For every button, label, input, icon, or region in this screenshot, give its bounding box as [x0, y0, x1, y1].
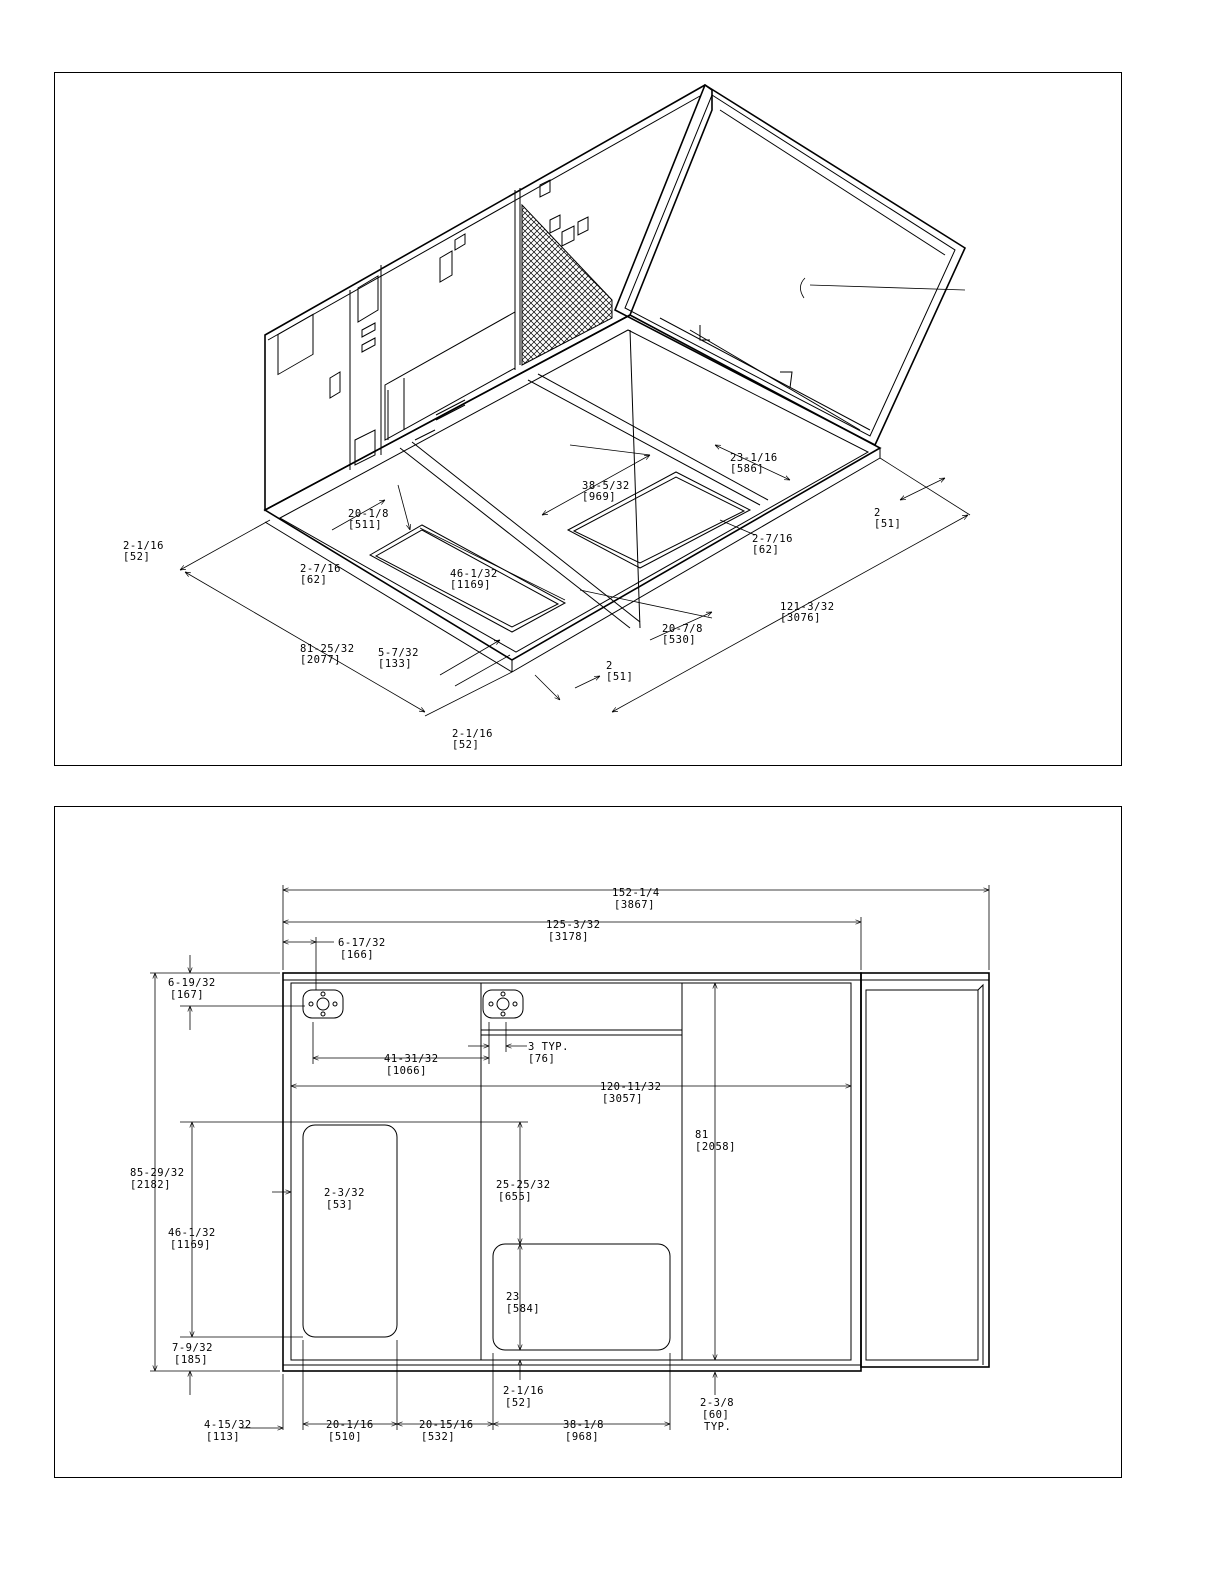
iso-dim-label: 20-7/8 [530] [662, 623, 703, 646]
iso-dim-label: 2-7/16 [62] [300, 563, 341, 586]
plan-dim-label: 38-1/8 [968] [563, 1419, 604, 1443]
plan-dim-label: 2-3/32 [53] [324, 1187, 365, 1211]
iso-dim-label: 20-1/8 [511] [348, 508, 389, 531]
plan-dim-label: 152-1/4 [3867] [612, 887, 660, 911]
plan-dim-label: 2-3/8 [60] TYP. [700, 1397, 735, 1433]
iso-dim-label: 121-3/32 [3076] [780, 601, 835, 624]
plan-dim-label: 6-17/32 [166] [338, 937, 386, 961]
plan-dim-label: 2-1/16 [52] [503, 1385, 544, 1409]
plan-dim-label: 20-1/16 [510] [326, 1419, 374, 1443]
iso-dimension-labels [123, 452, 901, 751]
plan-dim-label: 120-11/32 [3057] [600, 1081, 662, 1105]
condenser-coil-mesh [522, 205, 612, 365]
plan-dim-label: 125-3/32 [3178] [546, 919, 601, 943]
plan-dim-label: 23 [584] [506, 1291, 541, 1315]
open-top-cover [615, 85, 965, 445]
iso-dim-label: 46-1/32 [1169] [450, 568, 498, 591]
plan-dim-label: 41-31/32 [1066] [384, 1053, 439, 1077]
plan-dim-label: 6-19/32 [167] [168, 977, 216, 1001]
plan-view-panel [54, 806, 1122, 1478]
iso-dimension-lines [180, 445, 970, 716]
plan-dim-label: 3 TYP. [76] [528, 1041, 569, 1065]
iso-dim-label: 2-7/16 [62] [752, 533, 793, 556]
plan-dim-label: 7-9/32 [185] [172, 1342, 213, 1366]
iso-dim-label: 38-5/32 [969] [582, 480, 630, 503]
iso-dim-label: 2 [51] [606, 660, 634, 683]
plan-dim-label: 46-1/32 [1169] [168, 1227, 216, 1251]
iso-dim-label: 23-1/16 [586] [730, 452, 778, 475]
plan-dim-label: 4-15/32 [113] [204, 1419, 252, 1443]
iso-dim-label: 2-1/16 [52] [452, 728, 493, 751]
plan-dim-label: 25-25/32 [655] [496, 1179, 551, 1203]
iso-dim-label: 2 [51] [874, 507, 902, 530]
plan-dim-label: 81 [2058] [695, 1129, 736, 1153]
iso-dim-label: 5-7/32 [133] [378, 647, 419, 670]
plan-dim-label: 85-29/32 [2182] [130, 1167, 185, 1191]
plan-dim-label: 20-15/16 [532] [419, 1419, 474, 1443]
iso-dim-label: 81-25/32 [2077] [300, 643, 355, 666]
iso-dim-label: 2-1/16 [52] [123, 540, 164, 563]
cabinet-back-wall [265, 85, 712, 510]
